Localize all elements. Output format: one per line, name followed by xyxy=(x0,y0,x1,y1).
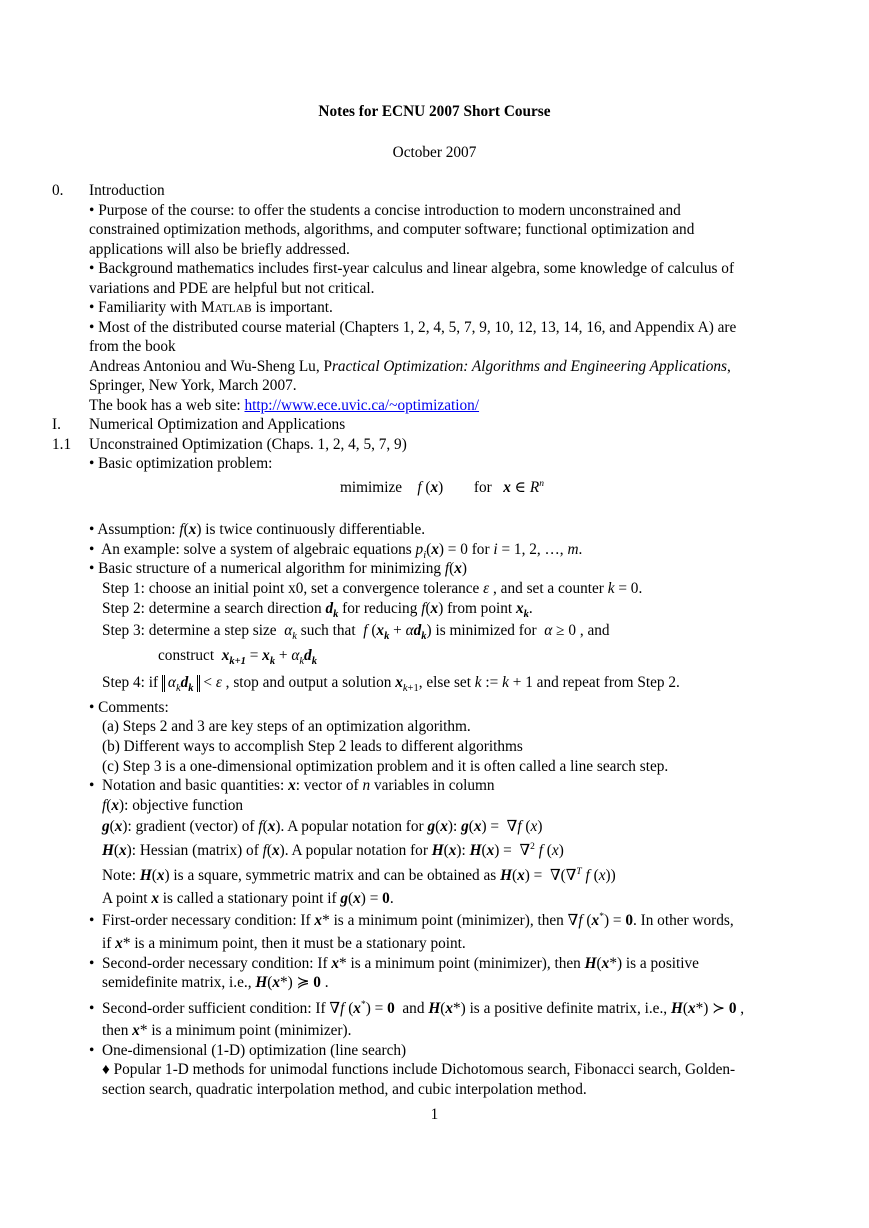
paragraph: • First-order necessary condition: If x* is a minimum point (minimizer), then ∇f (x*) = 0. In other words, xyxy=(89,912,734,929)
section-number: 1.1 xyxy=(52,436,72,453)
algorithm-step: construct $x_{k+1} = x_k + \alpha_kd_k$ xyxy=(158,647,317,667)
section-title: Introduction xyxy=(89,182,165,199)
algorithm-step: Step 1: choose an initial point x0, set a convergence tolerance ε , and set a counter k = 0. xyxy=(102,580,643,597)
section-number: I. xyxy=(52,416,61,433)
definition: g(x): gradient (vector) of f(x). A popular notation for g(x): g(x) = ∇f (x) xyxy=(102,818,543,835)
paragraph: • Comments: xyxy=(89,699,169,716)
book-reference: Andreas Antoniou and Wu-Sheng Lu, Practical Optimization: Algorithms and Engineering Applications, xyxy=(89,358,731,375)
website-link[interactable]: http://www.ece.uvic.ca/~optimization/ xyxy=(244,397,480,414)
paragraph: • Familiarity with MATLAB is important. xyxy=(89,299,333,316)
paragraph: • An example: solve a system of algebraic equations $p_i(x) = 0$ for i = 1, 2, …, m. xyxy=(89,541,583,561)
paragraph: • Background mathematics includes first-year calculus and linear algebra, some knowledge of calculus of xyxy=(89,260,735,277)
paragraph: • Basic structure of a numerical algorithm for minimizing f(x) xyxy=(89,560,467,577)
paragraph: • Second-order sufficient condition: If ∇f (x*) = 0 and H(x*) is a positive definite matrix, i.e., H(x*) ≻ 0 , xyxy=(89,1000,745,1017)
comment-item: (b) Different ways to accomplish Step 2 leads to different algorithms xyxy=(102,738,523,755)
paragraph: ♦ Popular 1-D methods for unimodal functions include Dichotomous search, Fibonacci search, Golden- xyxy=(102,1061,736,1078)
comment-item: (a) Steps 2 and 3 are key steps of an optimization algorithm. xyxy=(102,718,471,735)
page-number: 1 xyxy=(430,1106,439,1123)
paragraph: The book has a web site: http://www.ece.uvic.ca/~optimization/ xyxy=(89,397,480,414)
document-title: Notes for ECNU 2007 Short Course xyxy=(318,103,551,120)
paragraph: then x* is a minimum point (minimizer). xyxy=(102,1022,352,1039)
paragraph: • Assumption: f(x) is twice continuously differentiable. xyxy=(89,521,426,538)
paragraph: • Purpose of the course: to offer the students a concise introduction to modern unconstrained and xyxy=(89,202,681,219)
paragraph: • Second-order necessary condition: If x* is a minimum point (minimizer), then H(x*) is a positive xyxy=(89,955,699,972)
section-number: 0. xyxy=(52,182,64,199)
section-title: Unconstrained Optimization (Chaps. 1, 2, 4, 5, 7, 9) xyxy=(89,436,407,453)
equation: mimimize f (x) for x ∈ $R^n$ xyxy=(340,479,544,496)
definition: f(x): objective function xyxy=(102,797,244,814)
algorithm-step: Step 4: if $\alpha_kd_k < \varepsilon$ , stop and output a solution $x_{k+1}$, else set k := k + 1 and repeat from Step 2. xyxy=(102,674,680,694)
paragraph: Springer, New York, March 2007. xyxy=(89,377,297,394)
definition: H(x): Hessian (matrix) of f(x). A popular notation for H(x): H(x) = ∇$^2$ f (x) xyxy=(102,842,564,859)
algorithm-step: Step 3: determine a step size $\alpha_k$ such that f $(x_k + \alpha d_k)$ is minimized for α ≥ 0 , and xyxy=(102,622,610,642)
paragraph: • Notation and basic quantities: x: vector of n variables in column xyxy=(89,777,495,794)
document-date: October 2007 xyxy=(392,144,477,161)
paragraph: applications will also be briefly addressed. xyxy=(89,241,350,258)
section-title: Numerical Optimization and Applications xyxy=(89,416,346,433)
paragraph: • One-dimensional (1-D) optimization (line search) xyxy=(89,1042,407,1059)
paragraph: • Most of the distributed course material (Chapters 1, 2, 4, 5, 7, 9, 10, 12, 13, 14, 16, and Appendix A) are xyxy=(89,319,737,336)
paragraph: if x* is a minimum point, then it must be a stationary point. xyxy=(102,935,466,952)
paragraph: constrained optimization methods, algorithms, and computer software; functional optimization and xyxy=(89,221,695,238)
paragraph: semidefinite matrix, i.e., H(x*) ≽ 0 . xyxy=(102,974,329,991)
paragraph: variations and PDE are helpful but not critical. xyxy=(89,280,375,297)
definition: A point x is called a stationary point if g(x) = 0. xyxy=(102,890,394,907)
definition: Note: H(x) is a square, symmetric matrix and can be obtained as H(x) = ∇(∇$^T$ f (x)) xyxy=(102,867,616,884)
paragraph: section search, quadratic interpolation method, and cubic interpolation method. xyxy=(102,1081,587,1098)
comment-item: (c) Step 3 is a one-dimensional optimization problem and it is often called a line search step. xyxy=(102,758,669,775)
paragraph: • Basic optimization problem: xyxy=(89,455,273,472)
algorithm-step: Step 2: determine a search direction $d_k$ for reducing f(x) from point $x_k$. xyxy=(102,600,533,620)
paragraph: from the book xyxy=(89,338,176,355)
